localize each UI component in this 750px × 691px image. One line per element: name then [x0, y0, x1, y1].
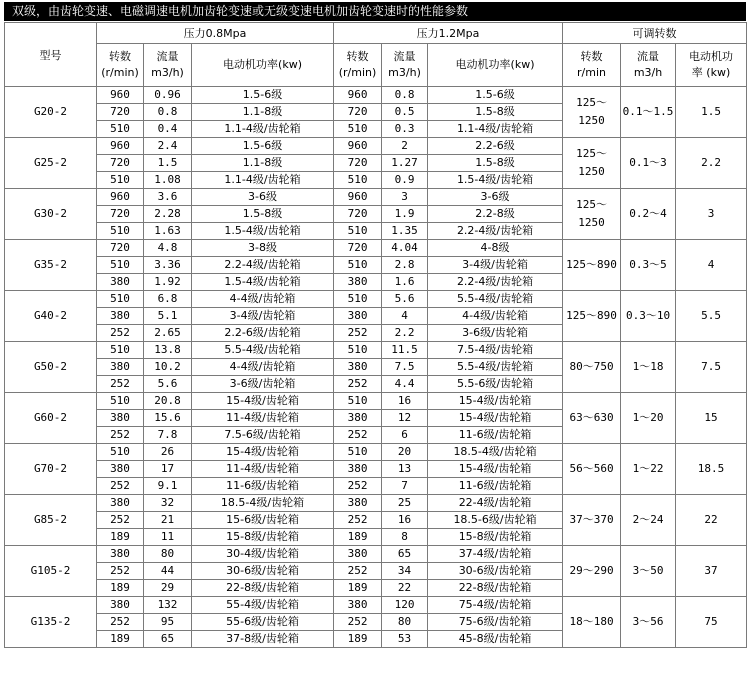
speed-cell: 510 — [334, 291, 382, 308]
flow-cell: 65 — [144, 631, 192, 648]
speed-cell: 380 — [334, 308, 382, 325]
flow-cell: 32 — [144, 495, 192, 512]
flow-cell: 8 — [382, 529, 428, 546]
flow-cell: 0.96 — [144, 87, 192, 104]
model-cell: G40-2 — [5, 291, 97, 342]
table-row — [5, 87, 747, 104]
power-cell: 1.5-4级/齿轮箱 — [192, 274, 334, 291]
speed-cell: 510 — [97, 444, 144, 461]
flow-cell: 3.6 — [144, 189, 192, 206]
power-cell: 1.5-8级 — [428, 104, 563, 121]
speed-cell: 189 — [97, 631, 144, 648]
power-cell: 1.5-6级 — [428, 87, 563, 104]
power-cell: 4-4级/齿轮箱 — [192, 359, 334, 376]
flow-cell: 17 — [144, 461, 192, 478]
flow-cell: 0.4 — [144, 121, 192, 138]
power-cell: 1.1-8级 — [192, 104, 334, 121]
model-cell: G25-2 — [5, 138, 97, 189]
adj-flow-cell: 1～22 — [621, 444, 676, 495]
flow-cell: 11.5 — [382, 342, 428, 359]
adj-speed-cell: 125～1250 — [563, 189, 621, 240]
power-cell: 30-4级/齿轮箱 — [192, 546, 334, 563]
flow-cell: 44 — [144, 563, 192, 580]
flow-cell: 1.35 — [382, 223, 428, 240]
power-cell: 75-4级/齿轮箱 — [428, 597, 563, 614]
header-flow-3: 流量 m3/h — [621, 44, 676, 87]
speed-cell: 720 — [97, 104, 144, 121]
model-cell: G20-2 — [5, 87, 97, 138]
flow-cell: 6.8 — [144, 291, 192, 308]
flow-cell: 53 — [382, 631, 428, 648]
model-cell: G85-2 — [5, 495, 97, 546]
speed-cell: 720 — [334, 206, 382, 223]
header-pressure-0-8: 压力0.8Mpa — [97, 23, 334, 44]
header-flow-1: 流量 m3/h) — [144, 44, 192, 87]
model-cell: G35-2 — [5, 240, 97, 291]
table-row — [5, 342, 747, 359]
adj-flow-cell: 2～24 — [621, 495, 676, 546]
power-cell: 7.5-4级/齿轮箱 — [428, 342, 563, 359]
adj-flow-cell: 3～50 — [621, 546, 676, 597]
speed-cell: 380 — [334, 597, 382, 614]
power-cell: 15-6级/齿轮箱 — [192, 512, 334, 529]
speed-cell: 252 — [334, 512, 382, 529]
speed-cell: 189 — [334, 580, 382, 597]
flow-cell: 2.65 — [144, 325, 192, 342]
flow-cell: 5.6 — [382, 291, 428, 308]
flow-cell: 2 — [382, 138, 428, 155]
power-cell: 15-4级/齿轮箱 — [428, 410, 563, 427]
speed-cell: 252 — [97, 376, 144, 393]
speed-cell: 380 — [97, 495, 144, 512]
power-cell: 3-6级/齿轮箱 — [192, 376, 334, 393]
power-cell: 22-8级/齿轮箱 — [192, 580, 334, 597]
power-cell: 1.5-8级 — [192, 206, 334, 223]
speed-cell: 510 — [97, 172, 144, 189]
flow-cell: 1.08 — [144, 172, 192, 189]
flow-cell: 7.5 — [382, 359, 428, 376]
power-cell: 1.5-8级 — [428, 155, 563, 172]
adj-power-cell: 4 — [676, 240, 747, 291]
header-power-1: 电动机功率(kw) — [192, 44, 334, 87]
power-cell: 30-6级/齿轮箱 — [428, 563, 563, 580]
flow-cell: 13 — [382, 461, 428, 478]
adj-flow-cell: 1～18 — [621, 342, 676, 393]
speed-cell: 510 — [334, 121, 382, 138]
speed-cell: 380 — [97, 597, 144, 614]
power-cell: 75-6级/齿轮箱 — [428, 614, 563, 631]
speed-cell: 720 — [334, 104, 382, 121]
speed-cell: 252 — [334, 478, 382, 495]
power-cell: 2.2-4级/齿轮箱 — [428, 274, 563, 291]
adj-power-cell: 15 — [676, 393, 747, 444]
power-cell: 45-8级/齿轮箱 — [428, 631, 563, 648]
adj-speed-cell: 125～890 — [563, 291, 621, 342]
table-row — [5, 444, 747, 461]
speed-cell: 510 — [334, 342, 382, 359]
flow-cell: 2.2 — [382, 325, 428, 342]
power-cell: 3-4级/齿轮箱 — [192, 308, 334, 325]
power-cell: 37-4级/齿轮箱 — [428, 546, 563, 563]
power-cell: 22-4级/齿轮箱 — [428, 495, 563, 512]
speed-cell: 252 — [97, 512, 144, 529]
power-cell: 1.5-4级/齿轮箱 — [428, 172, 563, 189]
speed-cell: 252 — [97, 478, 144, 495]
flow-cell: 22 — [382, 580, 428, 597]
adj-speed-cell: 125～1250 — [563, 138, 621, 189]
flow-cell: 16 — [382, 393, 428, 410]
speed-cell: 380 — [97, 461, 144, 478]
power-cell: 11-6级/齿轮箱 — [428, 427, 563, 444]
speed-cell: 252 — [97, 325, 144, 342]
flow-cell: 1.92 — [144, 274, 192, 291]
flow-cell: 2.28 — [144, 206, 192, 223]
speed-cell: 380 — [97, 410, 144, 427]
power-cell: 1.5-6级 — [192, 87, 334, 104]
adj-speed-cell: 37～370 — [563, 495, 621, 546]
speed-cell: 252 — [334, 376, 382, 393]
adj-flow-cell: 1～20 — [621, 393, 676, 444]
adj-power-cell: 2.2 — [676, 138, 747, 189]
performance-table — [4, 22, 747, 648]
power-cell: 55-6级/齿轮箱 — [192, 614, 334, 631]
speed-cell: 510 — [97, 393, 144, 410]
power-cell: 3-6级/齿轮箱 — [428, 325, 563, 342]
power-cell: 15-8级/齿轮箱 — [192, 529, 334, 546]
speed-cell: 380 — [334, 461, 382, 478]
flow-cell: 1.5 — [144, 155, 192, 172]
speed-cell: 960 — [334, 87, 382, 104]
power-cell: 4-4级/齿轮箱 — [192, 291, 334, 308]
power-cell: 15-4级/齿轮箱 — [192, 444, 334, 461]
flow-cell: 4.8 — [144, 240, 192, 257]
adj-flow-cell: 0.1～1.5 — [621, 87, 676, 138]
flow-cell: 11 — [144, 529, 192, 546]
flow-cell: 13.8 — [144, 342, 192, 359]
speed-cell: 510 — [334, 444, 382, 461]
flow-cell: 29 — [144, 580, 192, 597]
header-power-3: 电动机功 率 (kw) — [676, 44, 747, 87]
power-cell: 15-4级/齿轮箱 — [192, 393, 334, 410]
header-row-groups — [5, 23, 747, 44]
speed-cell: 380 — [334, 546, 382, 563]
model-cell: G70-2 — [5, 444, 97, 495]
flow-cell: 65 — [382, 546, 428, 563]
flow-cell: 12 — [382, 410, 428, 427]
flow-cell: 21 — [144, 512, 192, 529]
flow-cell: 3 — [382, 189, 428, 206]
flow-cell: 80 — [144, 546, 192, 563]
flow-cell: 95 — [144, 614, 192, 631]
power-cell: 55-4级/齿轮箱 — [192, 597, 334, 614]
flow-cell: 5.6 — [144, 376, 192, 393]
flow-cell: 20 — [382, 444, 428, 461]
flow-cell: 7 — [382, 478, 428, 495]
flow-cell: 1.9 — [382, 206, 428, 223]
model-cell: G105-2 — [5, 546, 97, 597]
speed-cell: 510 — [334, 223, 382, 240]
power-cell: 18.5-4级/齿轮箱 — [428, 444, 563, 461]
speed-cell: 380 — [97, 274, 144, 291]
speed-cell: 380 — [97, 359, 144, 376]
power-cell: 2.2-4级/齿轮箱 — [192, 257, 334, 274]
power-cell: 5.5-6级/齿轮箱 — [428, 376, 563, 393]
table-row — [5, 495, 747, 512]
power-cell: 11-4级/齿轮箱 — [192, 461, 334, 478]
speed-cell: 189 — [97, 529, 144, 546]
table-row — [5, 597, 747, 614]
power-cell: 4-4级/齿轮箱 — [428, 308, 563, 325]
adj-power-cell: 22 — [676, 495, 747, 546]
flow-cell: 1.6 — [382, 274, 428, 291]
table-row — [5, 189, 747, 206]
flow-cell: 0.8 — [144, 104, 192, 121]
speed-cell: 960 — [97, 87, 144, 104]
power-cell: 3-6级 — [192, 189, 334, 206]
speed-cell: 252 — [334, 563, 382, 580]
header-adjustable: 可调转数 — [563, 23, 747, 44]
speed-cell: 380 — [334, 359, 382, 376]
speed-cell: 720 — [97, 206, 144, 223]
speed-cell: 252 — [334, 325, 382, 342]
flow-cell: 0.9 — [382, 172, 428, 189]
model-cell: G135-2 — [5, 597, 97, 648]
header-speed-3: 转数 r/min — [563, 44, 621, 87]
speed-cell: 510 — [97, 291, 144, 308]
flow-cell: 9.1 — [144, 478, 192, 495]
power-cell: 4-8级 — [428, 240, 563, 257]
header-power-2: 电动机功率(kw) — [428, 44, 563, 87]
flow-cell: 120 — [382, 597, 428, 614]
power-cell: 2.2-6级/齿轮箱 — [192, 325, 334, 342]
flow-cell: 16 — [382, 512, 428, 529]
adj-power-cell: 3 — [676, 189, 747, 240]
table-row — [5, 393, 747, 410]
flow-cell: 4.4 — [382, 376, 428, 393]
flow-cell: 3.36 — [144, 257, 192, 274]
flow-cell: 1.63 — [144, 223, 192, 240]
power-cell: 2.2-8级 — [428, 206, 563, 223]
power-cell: 1.5-4级/齿轮箱 — [192, 223, 334, 240]
table-row — [5, 240, 747, 257]
speed-cell: 252 — [97, 427, 144, 444]
adj-power-cell: 1.5 — [676, 87, 747, 138]
power-cell: 1.1-4级/齿轮箱 — [192, 121, 334, 138]
adj-power-cell: 37 — [676, 546, 747, 597]
flow-cell: 2.8 — [382, 257, 428, 274]
power-cell: 30-6级/齿轮箱 — [192, 563, 334, 580]
adj-flow-cell: 3～56 — [621, 597, 676, 648]
power-cell: 18.5-6级/齿轮箱 — [428, 512, 563, 529]
adj-flow-cell: 0.3～5 — [621, 240, 676, 291]
flow-cell: 6 — [382, 427, 428, 444]
table-row — [5, 291, 747, 308]
adj-power-cell: 5.5 — [676, 291, 747, 342]
speed-cell: 510 — [334, 172, 382, 189]
adj-speed-cell: 29～290 — [563, 546, 621, 597]
speed-cell: 960 — [97, 189, 144, 206]
flow-cell: 4.04 — [382, 240, 428, 257]
power-cell: 37-8级/齿轮箱 — [192, 631, 334, 648]
header-speed-2: 转数 (r/min) — [334, 44, 382, 87]
speed-cell: 252 — [334, 427, 382, 444]
flow-cell: 5.1 — [144, 308, 192, 325]
table-title: 双级，由齿轮变速、电磁调速电机加齿轮变速或无级变速电机加齿轮变速时的性能参数 — [4, 2, 746, 21]
speed-cell: 510 — [97, 223, 144, 240]
adj-flow-cell: 0.3～10 — [621, 291, 676, 342]
speed-cell: 510 — [334, 393, 382, 410]
speed-cell: 960 — [334, 189, 382, 206]
model-cell: G50-2 — [5, 342, 97, 393]
flow-cell: 1.27 — [382, 155, 428, 172]
speed-cell: 380 — [334, 495, 382, 512]
speed-cell: 380 — [334, 410, 382, 427]
adj-power-cell: 75 — [676, 597, 747, 648]
header-row-columns — [5, 44, 747, 87]
adj-power-cell: 18.5 — [676, 444, 747, 495]
power-cell: 3-8级 — [192, 240, 334, 257]
speed-cell: 960 — [334, 138, 382, 155]
flow-cell: 132 — [144, 597, 192, 614]
speed-cell: 510 — [97, 121, 144, 138]
speed-cell: 720 — [334, 155, 382, 172]
flow-cell: 4 — [382, 308, 428, 325]
header-model: 型号 — [5, 23, 97, 87]
flow-cell: 7.8 — [144, 427, 192, 444]
power-cell: 7.5-6级/齿轮箱 — [192, 427, 334, 444]
flow-cell: 0.8 — [382, 87, 428, 104]
adj-speed-cell: 80～750 — [563, 342, 621, 393]
power-cell: 5.5-4级/齿轮箱 — [428, 291, 563, 308]
speed-cell: 380 — [97, 308, 144, 325]
power-cell: 1.1-4级/齿轮箱 — [428, 121, 563, 138]
power-cell: 1.1-4级/齿轮箱 — [192, 172, 334, 189]
speed-cell: 720 — [97, 155, 144, 172]
power-cell: 3-6级 — [428, 189, 563, 206]
header-flow-2: 流量 m3/h) — [382, 44, 428, 87]
adj-power-cell: 7.5 — [676, 342, 747, 393]
power-cell: 11-6级/齿轮箱 — [192, 478, 334, 495]
speed-cell: 510 — [97, 257, 144, 274]
power-cell: 15-8级/齿轮箱 — [428, 529, 563, 546]
speed-cell: 720 — [97, 240, 144, 257]
adj-speed-cell: 63～630 — [563, 393, 621, 444]
power-cell: 2.2-4级/齿轮箱 — [428, 223, 563, 240]
power-cell: 1.5-6级 — [192, 138, 334, 155]
power-cell: 2.2-6级 — [428, 138, 563, 155]
flow-cell: 0.5 — [382, 104, 428, 121]
power-cell: 18.5-4级/齿轮箱 — [192, 495, 334, 512]
speed-cell: 189 — [334, 631, 382, 648]
power-cell: 22-8级/齿轮箱 — [428, 580, 563, 597]
header-pressure-1-2: 压力1.2Mpa — [334, 23, 563, 44]
adj-speed-cell: 125～1250 — [563, 87, 621, 138]
power-cell: 5.5-4级/齿轮箱 — [192, 342, 334, 359]
flow-cell: 20.8 — [144, 393, 192, 410]
header-speed-1: 转数 (r/min) — [97, 44, 144, 87]
model-cell: G60-2 — [5, 393, 97, 444]
power-cell: 15-4级/齿轮箱 — [428, 461, 563, 478]
speed-cell: 252 — [97, 614, 144, 631]
speed-cell: 960 — [97, 138, 144, 155]
power-cell: 11-6级/齿轮箱 — [428, 478, 563, 495]
power-cell: 1.1-8级 — [192, 155, 334, 172]
table-row — [5, 138, 747, 155]
power-cell: 15-4级/齿轮箱 — [428, 393, 563, 410]
flow-cell: 80 — [382, 614, 428, 631]
power-cell: 11-4级/齿轮箱 — [192, 410, 334, 427]
speed-cell: 252 — [97, 563, 144, 580]
flow-cell: 15.6 — [144, 410, 192, 427]
adj-speed-cell: 56～560 — [563, 444, 621, 495]
flow-cell: 2.4 — [144, 138, 192, 155]
table-row — [5, 546, 747, 563]
flow-cell: 26 — [144, 444, 192, 461]
adj-speed-cell: 18～180 — [563, 597, 621, 648]
speed-cell: 189 — [334, 529, 382, 546]
flow-cell: 34 — [382, 563, 428, 580]
speed-cell: 252 — [334, 614, 382, 631]
speed-cell: 380 — [97, 546, 144, 563]
speed-cell: 510 — [97, 342, 144, 359]
speed-cell: 720 — [334, 240, 382, 257]
speed-cell: 189 — [97, 580, 144, 597]
power-cell: 3-4级/齿轮箱 — [428, 257, 563, 274]
power-cell: 5.5-4级/齿轮箱 — [428, 359, 563, 376]
model-cell: G30-2 — [5, 189, 97, 240]
adj-speed-cell: 125～890 — [563, 240, 621, 291]
speed-cell: 510 — [334, 257, 382, 274]
speed-cell: 380 — [334, 274, 382, 291]
flow-cell: 10.2 — [144, 359, 192, 376]
flow-cell: 0.3 — [382, 121, 428, 138]
adj-flow-cell: 0.2～4 — [621, 189, 676, 240]
adj-flow-cell: 0.1～3 — [621, 138, 676, 189]
flow-cell: 25 — [382, 495, 428, 512]
table-body — [5, 87, 747, 648]
